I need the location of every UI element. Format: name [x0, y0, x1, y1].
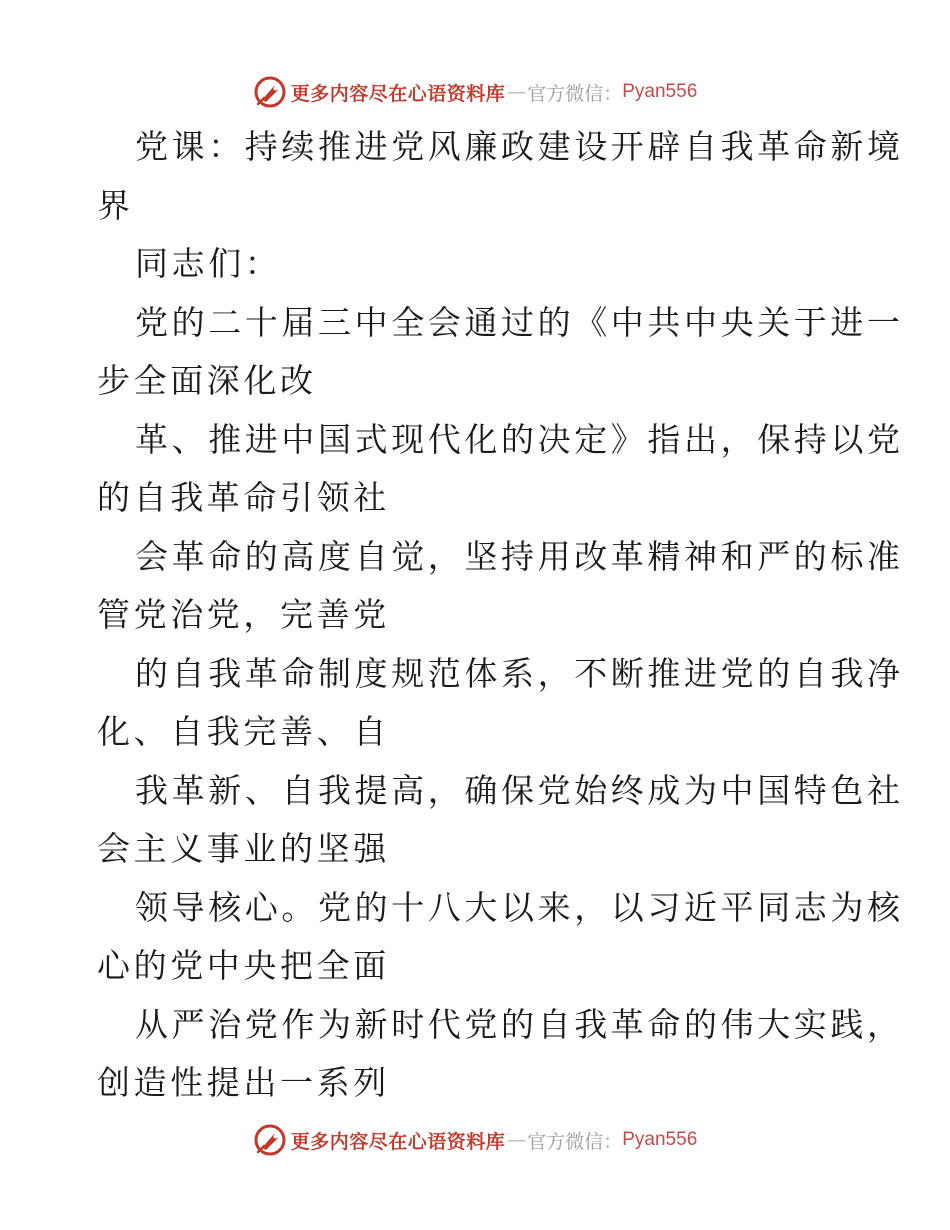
paragraph-line: 化、自我完善、自: [97, 712, 390, 751]
watermark-wechat-id: Pyan556: [622, 81, 698, 102]
pen-nib-logo-icon: [253, 75, 287, 109]
paragraph-line: 会主义事业的坚强: [97, 829, 390, 868]
pen-nib-logo-icon: [253, 1123, 287, 1157]
watermark-wechat-id: Pyan556: [622, 1129, 698, 1150]
watermark-brand-text: 更多内容尽在心语资料库: [290, 1130, 506, 1153]
paragraph-line: 革、推进中国式现代化的决定》指出，保持以党: [135, 419, 904, 459]
paragraph-line: 我革新、自我提高，确保党始终成为中国特色社: [135, 770, 904, 810]
document-body: [97, 118, 904, 1113]
paragraph-line: 从严治党作为新时代党的自我革命的伟大实践，: [135, 1004, 904, 1044]
document-title-continued: 界: [97, 185, 134, 225]
paragraph-line: 的自我革命制度规范体系，不断推进党的自我净: [135, 653, 904, 693]
paragraph-line: 步全面深化改: [97, 361, 317, 400]
paragraph-line: 心的党中央把全面: [97, 946, 390, 985]
document-title: 党课：持续推进党风廉政建设开辟自我革命新境: [135, 127, 904, 166]
watermark-wechat-label: 官方微信：: [527, 82, 623, 105]
paragraph-line: 会革命的高度自觉，坚持用改革精神和严的标准: [135, 536, 904, 576]
watermark-separator: —: [507, 1129, 526, 1151]
salutation: 同志们：: [135, 244, 282, 283]
watermark-separator: —: [507, 81, 526, 103]
paragraph-line: 的自我革命引领社: [97, 478, 390, 517]
paragraph-line: 党的二十届三中全会通过的《中共中央关于进一: [135, 302, 904, 342]
header-watermark: [0, 72, 950, 112]
paragraph-line: 管党治党，完善党: [97, 595, 390, 634]
watermark-brand-text: 更多内容尽在心语资料库: [290, 82, 506, 105]
paragraph-line: 创造性提出一系列: [97, 1063, 390, 1102]
watermark-wechat-label: 官方微信：: [527, 1130, 623, 1153]
footer-watermark: [0, 1120, 950, 1160]
paragraph-line: 领导核心。党的十八大以来，以习近平同志为核: [135, 887, 904, 927]
